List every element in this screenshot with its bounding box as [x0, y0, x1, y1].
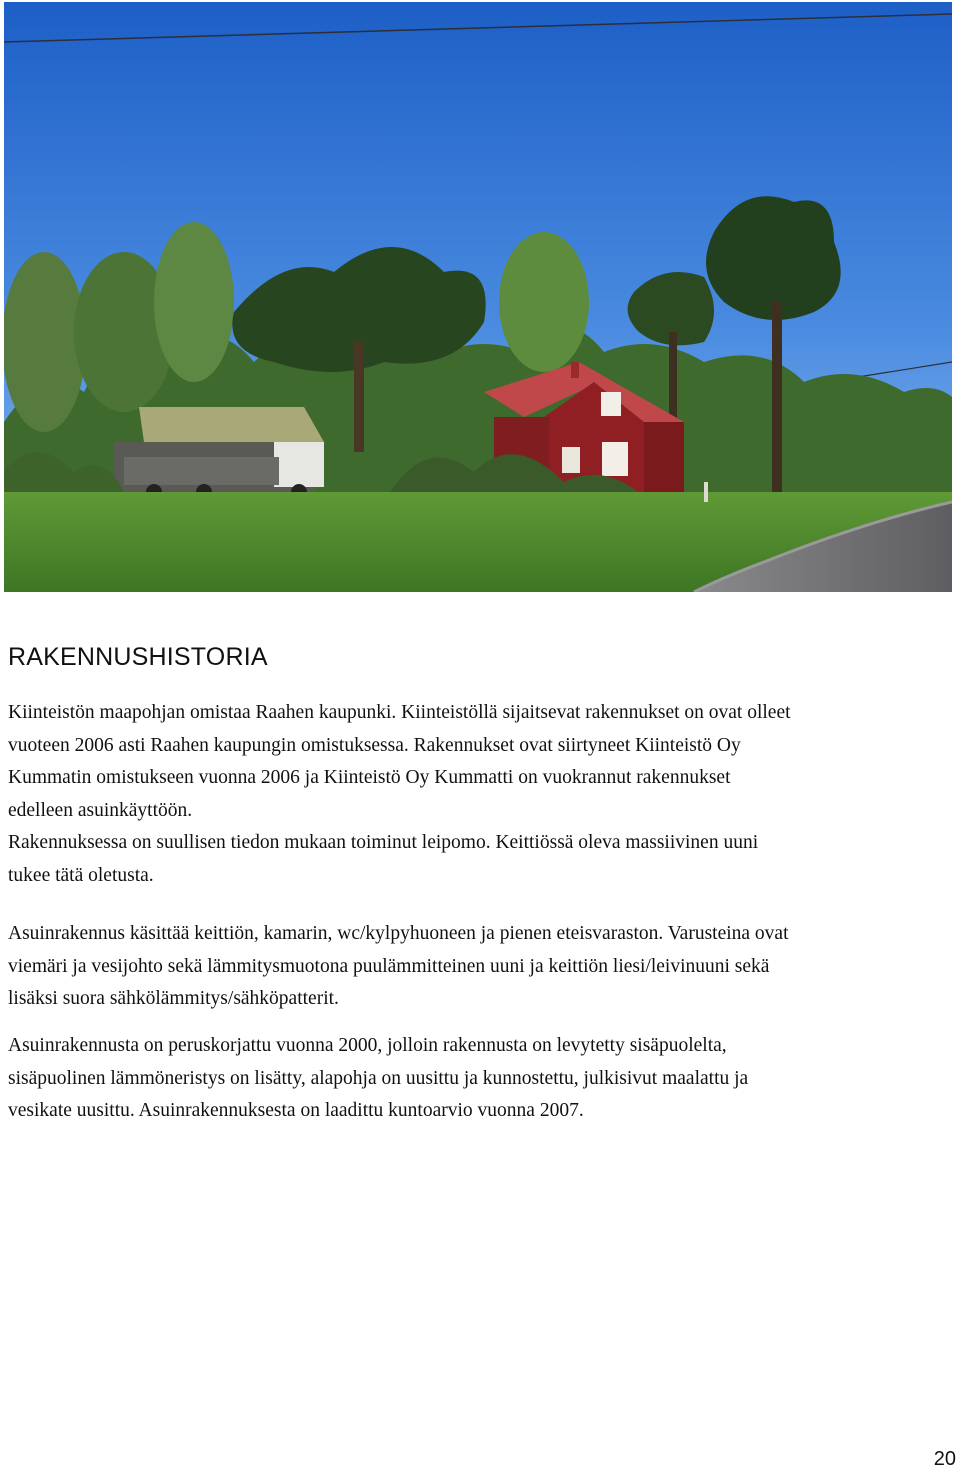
text-line: vuoteen 2006 asti Raahen kaupungin omistuksessa. Rakennukset ovat siirtyneet Kiinteistö Oy	[8, 734, 741, 756]
text-line: tukee tätä oletusta.	[8, 864, 154, 886]
text-line: sisäpuolinen lämmöneristys on lisätty, alapohja on uusittu ja kunnostettu, julkisivut maalattu ja	[8, 1067, 749, 1089]
truck-bed	[124, 457, 279, 485]
paragraph-rooms	[8, 918, 960, 1016]
section-heading: RAKENNUSHISTORIA	[8, 643, 268, 671]
tree-crown	[499, 232, 589, 372]
house-photo	[4, 2, 952, 592]
text-line: Asuinrakennus käsittää keittiön, kamarin, wc/kylpyhuoneen ja pienen eteisvaraston. Varusteina ovat	[8, 923, 789, 944]
text-line: Kiinteistön maapohjan omistaa Raahen kaupunki. Kiinteistöllä sijaitsevat rakennukset on ovat olleet	[8, 702, 791, 723]
house-window	[562, 447, 580, 473]
shed-roof	[139, 407, 324, 442]
tree-crown	[154, 222, 234, 382]
text-line: lisäksi suora sähkölämmitys/sähköpatterit.	[8, 988, 339, 1009]
text-line: edelleen asuinkäyttöön.	[8, 799, 193, 821]
house-window	[601, 392, 621, 416]
truck-body	[274, 442, 324, 487]
page-number: 20	[933, 1448, 956, 1470]
text-line: viemäri ja vesijohto sekä lämmitysmuotona puulämmitteinen uuni ja keittiön liesi/leivinuuni sekä	[8, 955, 770, 977]
text-line: Rakennuksessa on suullisen tiedon mukaan toiminut leipomo. Keittiössä oleva massiivinen uuni	[8, 832, 759, 853]
pine-trunk	[772, 302, 782, 502]
fence-post	[704, 482, 708, 502]
tree-crown	[4, 252, 86, 432]
house-wall-side	[644, 422, 684, 502]
house-window	[602, 442, 628, 476]
text-line: Asuinrakennusta on peruskorjattu vuonna 2000, jolloin rakennusta on levytetty sisäpuolelta,	[8, 1035, 727, 1056]
paragraph-renovation	[8, 1030, 960, 1128]
pine-trunk	[354, 342, 364, 452]
chimney	[571, 362, 579, 378]
text-line: vesikate uusittu. Asuinrakennuksesta on laadittu kuntoarvio vuonna 2007.	[8, 1100, 584, 1121]
paragraph-ownership	[8, 697, 960, 892]
text-line: Kummatin omistukseen vuonna 2006 ja Kiinteistö Oy Kummatti on vuokrannut rakennukset	[8, 767, 731, 788]
